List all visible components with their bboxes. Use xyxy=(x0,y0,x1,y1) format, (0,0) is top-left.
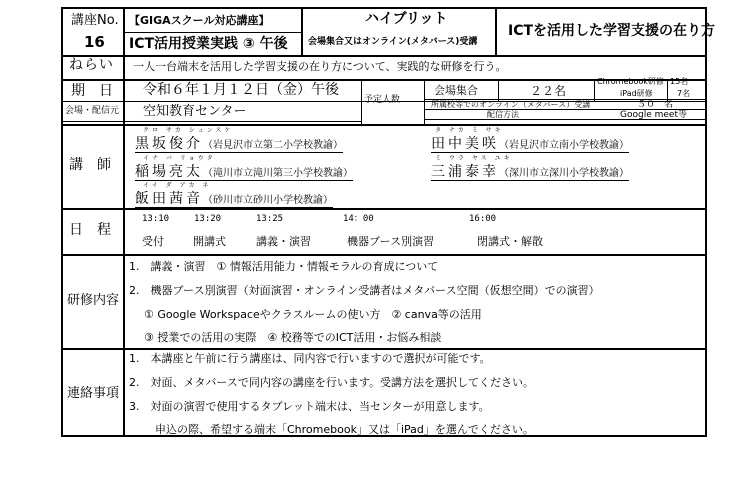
delivery-value: Google meet等 xyxy=(620,110,687,120)
notes-line: 申込の際、希望する端末「Chromebook」又は「iPad」を選んでください。 xyxy=(155,423,534,436)
lecturer-name: 三浦泰幸 xyxy=(431,164,499,180)
time-item: 14：00 xyxy=(343,214,374,224)
step-item: 機器ブース別演習 xyxy=(347,235,435,248)
program-label: 日 程 xyxy=(69,222,111,238)
venue-count: ２２名 xyxy=(530,84,567,98)
content-line: 1. 講義・演習 ① 情報活用能力・情報モラルの育成について xyxy=(129,260,439,273)
lecturer-name: 黒坂俊介 xyxy=(135,136,203,152)
chromebook-label: Chromebook研修 xyxy=(597,77,664,86)
course-theme: ICTを活用した学習支援の在り方 xyxy=(508,23,716,39)
time-item: 13:25 xyxy=(256,214,284,224)
course-no-label: 講座No. xyxy=(71,13,119,28)
lecturer-ruby: タ ナカ ミ サキ xyxy=(435,127,504,134)
course-sheet xyxy=(61,7,716,437)
planned-count-label: 予定人数 xyxy=(364,95,401,105)
aim-label: ねらい xyxy=(69,57,114,73)
lecturer-name: 田中美咲 xyxy=(431,136,499,152)
lecturer-3 xyxy=(135,163,353,181)
lecturer-ruby: クロ サカ シュンスケ xyxy=(143,127,234,134)
ipad-count: 7名 xyxy=(677,89,691,98)
notes-line: 2. 対面、メタバースで同内容の講座を行います。受講方法を選択してください。 xyxy=(129,376,534,389)
notes-line: 3. 対面の演習で使用するタブレット端末は、当センターが用意します。 xyxy=(129,400,490,413)
divider xyxy=(63,55,705,57)
chromebook-count: 15名 xyxy=(670,77,689,86)
format-subtitle: 会場集合又はオンライン(メタバース)受講 xyxy=(308,37,478,47)
lecturer-affiliation: （砂川市立砂川小学校教諭） xyxy=(203,195,333,206)
lecturer-ruby: ミ ウラ ヤス ユキ xyxy=(435,155,513,162)
content-line: ① Google Workspaceやクラスルームの使い方 ② canva等の活用 xyxy=(144,308,482,321)
lecturer-affiliation: （岩見沢市立第二小学校教諭） xyxy=(203,140,343,151)
notes-label: 連絡事項 xyxy=(67,386,120,401)
ipad-label: iPad研修 xyxy=(620,89,653,98)
venue-value: 空知教育センター xyxy=(143,104,247,119)
lecturers-label: 講 師 xyxy=(69,157,111,173)
date-label: 期 日 xyxy=(71,83,113,99)
content-line: ③ 授業での活用の実際 ④ 校務等でのICT活用・お悩み相談 xyxy=(144,331,442,344)
lecturer-affiliation: （岩見沢市立南小学校教諭） xyxy=(499,140,629,151)
lecturer-ruby: イナ バ リョウタ xyxy=(143,155,216,162)
online-count: ５０ 名 xyxy=(637,100,674,110)
lecturer-ruby: イイ ダ アカ ネ xyxy=(143,182,212,189)
step-item: 講義・演習 xyxy=(256,235,311,248)
course-title: ICT活用授業実践 ③ 午後 xyxy=(129,36,288,52)
aim-text: 一人一台端末を活用した学習支援の在り方について、実践的な研修を行う。 xyxy=(133,60,507,73)
date-value: 令和６年１月１２日（金）午後 xyxy=(143,82,339,98)
notes-line: 1. 本講座と午前に行う講座は、同内容で行いますので選択が可能です。 xyxy=(129,352,491,365)
course-category: 【GIGAスクール対応講座】 xyxy=(129,14,270,27)
lecturer-name: 稲場亮太 xyxy=(135,164,203,180)
time-item: 16:00 xyxy=(469,214,497,224)
format-title: ハイブリット xyxy=(365,11,448,27)
lecturer-4 xyxy=(431,163,629,181)
online-label: 所属校等でのオンライン（メタバース）受講 xyxy=(431,100,591,109)
venue-mode-label: 会場集合 xyxy=(434,84,478,97)
lecturer-affiliation: （滝川市立滝川第三小学校教諭） xyxy=(203,168,353,179)
lecturer-2 xyxy=(431,135,629,153)
content-label: 研修内容 xyxy=(67,293,120,308)
step-item: 受付 xyxy=(142,235,164,248)
step-item: 開講式 xyxy=(193,235,226,248)
course-no: 16 xyxy=(84,33,105,51)
lecturer-1 xyxy=(135,135,343,153)
lecturer-name: 飯田茜音 xyxy=(135,191,203,207)
step-item: 閉講式・解散 xyxy=(477,235,543,248)
lecturer-5 xyxy=(135,190,333,208)
lecturer-affiliation: （深川市立深川小学校教諭） xyxy=(499,168,629,179)
venue-label: 会場・配信元 xyxy=(65,106,120,116)
content-line: 2. 機器ブース別演習（対面演習・オンライン受講者はメタバース空間（仮想空間）での演習） xyxy=(129,284,600,297)
delivery-label: 配信方法 xyxy=(487,110,519,119)
time-item: 13:10 xyxy=(142,214,170,224)
time-item: 13:20 xyxy=(194,214,222,224)
